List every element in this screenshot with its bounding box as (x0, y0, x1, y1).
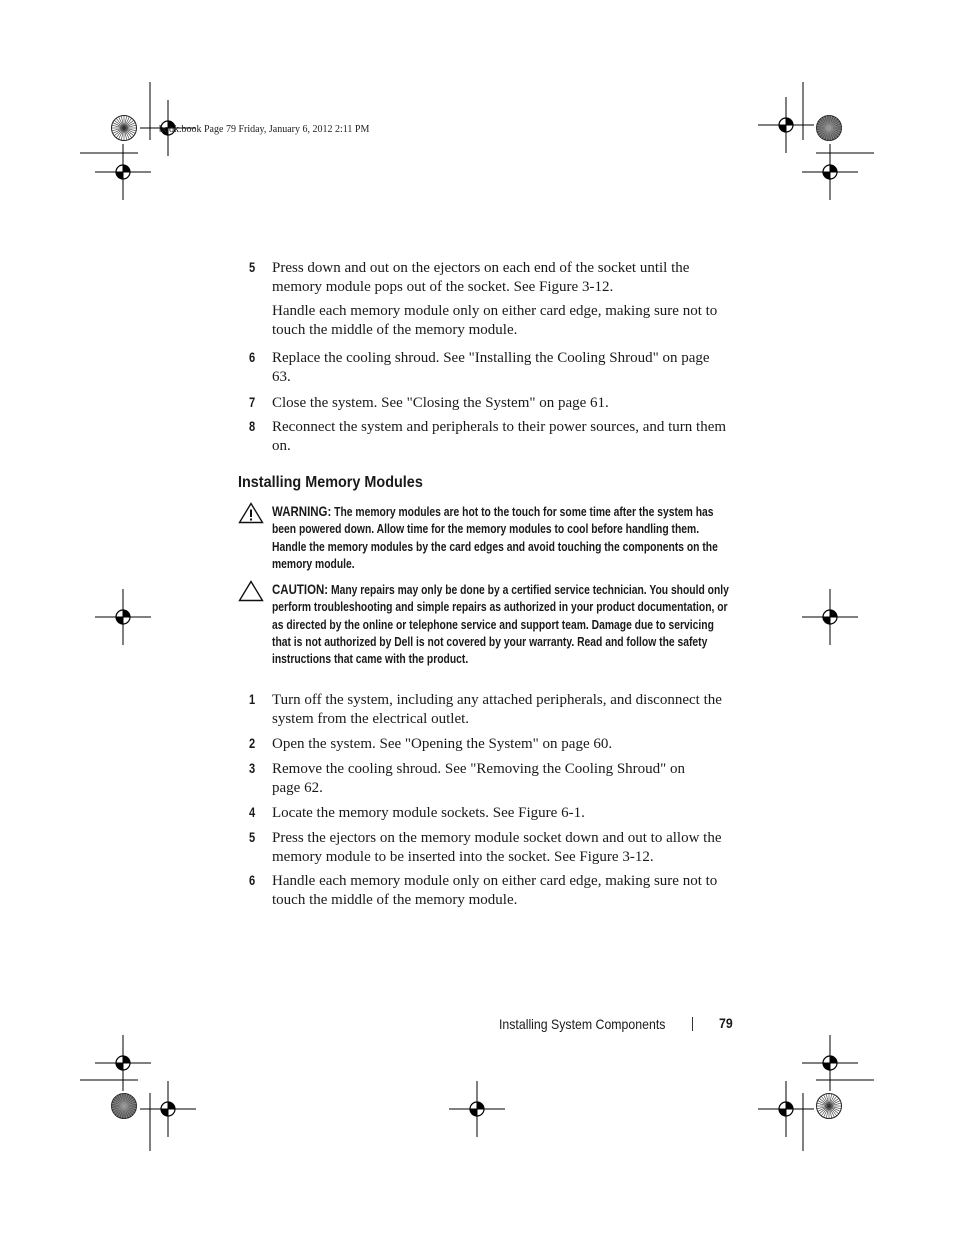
crosshair-mark (802, 1035, 858, 1091)
color-bar-mark (112, 1094, 137, 1119)
step-text: Open the system. See "Opening the System" on page 60. (272, 736, 613, 752)
crosshair-mark (95, 589, 151, 645)
step-text: Handle each memory module only on either card edge, making sure not to touch the middle of the memory module. (272, 873, 718, 908)
footer-separator (692, 1017, 693, 1031)
step-text: Remove the cooling shroud. See "Removing the Cooling Shroud" on page 62. (272, 761, 686, 796)
step-number: 7 (249, 395, 256, 410)
step-text: Press the ejectors on the memory module socket down and out to allow the memory module to be inserted into the socket. See Figure 3-12. (272, 830, 722, 865)
warning-text: The memory modules are hot to the touch for some time after the system has been powered down. Allow time for the memory modules to cool before handling them. Handle the memory modules by the card edges and avoid touching the components on the memory module. (272, 505, 718, 571)
step-number: 1 (249, 692, 256, 707)
crosshair-mark (802, 589, 858, 645)
color-bar-mark (817, 1094, 842, 1119)
crosshair-mark (802, 144, 858, 200)
color-bar-mark (112, 116, 137, 141)
caution-text: Many repairs may only be done by a certified service technician. You should only perform troubleshooting and simple repairs as authorized in your product documentation, or as directed by the online or telephone service and support team. Damage due to servicing that is not authorized by Dell is not covered by your warranty. Read and follow the safety instructions that came with the product. (272, 583, 729, 667)
step-number: 5 (249, 260, 256, 275)
page-number: 79 (719, 1015, 733, 1031)
crosshair-mark (140, 1081, 196, 1137)
step-number: 3 (249, 761, 256, 776)
step-text: Reconnect the system and peripherals to their power sources, and turn them on. (272, 419, 727, 454)
color-bar-mark (817, 116, 842, 141)
step-text: Replace the cooling shroud. See "Installing the Cooling Shroud" on page 63. (272, 350, 710, 385)
crosshair-mark (95, 144, 151, 200)
crosshair-mark (758, 1081, 814, 1137)
step-number: 6 (249, 873, 256, 888)
print-slug: book.book Page 79 Friday, January 6, 2012 2:11 PM (159, 124, 370, 135)
caution-label: CAUTION: (272, 581, 329, 597)
step-note: Handle each memory module only on either card edge, making sure not to touch the middle of the memory module. (272, 303, 718, 338)
step-number: 2 (249, 736, 256, 751)
footer-section-title: Installing System Components (499, 1016, 666, 1032)
step-number: 5 (249, 830, 256, 845)
crosshair-mark (758, 97, 814, 153)
crosshair-mark (95, 1035, 151, 1091)
step-number: 6 (249, 350, 256, 365)
warning-label: WARNING: (272, 503, 332, 519)
step-text: Close the system. See "Closing the System" on page 61. (272, 395, 609, 411)
warning-icon (238, 502, 264, 524)
step-text: Turn off the system, including any attached peripherals, and disconnect the system from the electrical outlet. (272, 692, 722, 727)
step-text: Locate the memory module sockets. See Figure 6-1. (272, 805, 585, 821)
step-number: 4 (249, 805, 256, 820)
crosshair-mark (449, 1081, 505, 1137)
step-text: Press down and out on the ejectors on each end of the socket until the memory module pops out of the socket. See Figure 3-12. (272, 260, 690, 295)
caution-icon (238, 580, 264, 602)
step-number: 8 (249, 419, 256, 434)
section-heading: Installing Memory Modules (238, 474, 423, 491)
